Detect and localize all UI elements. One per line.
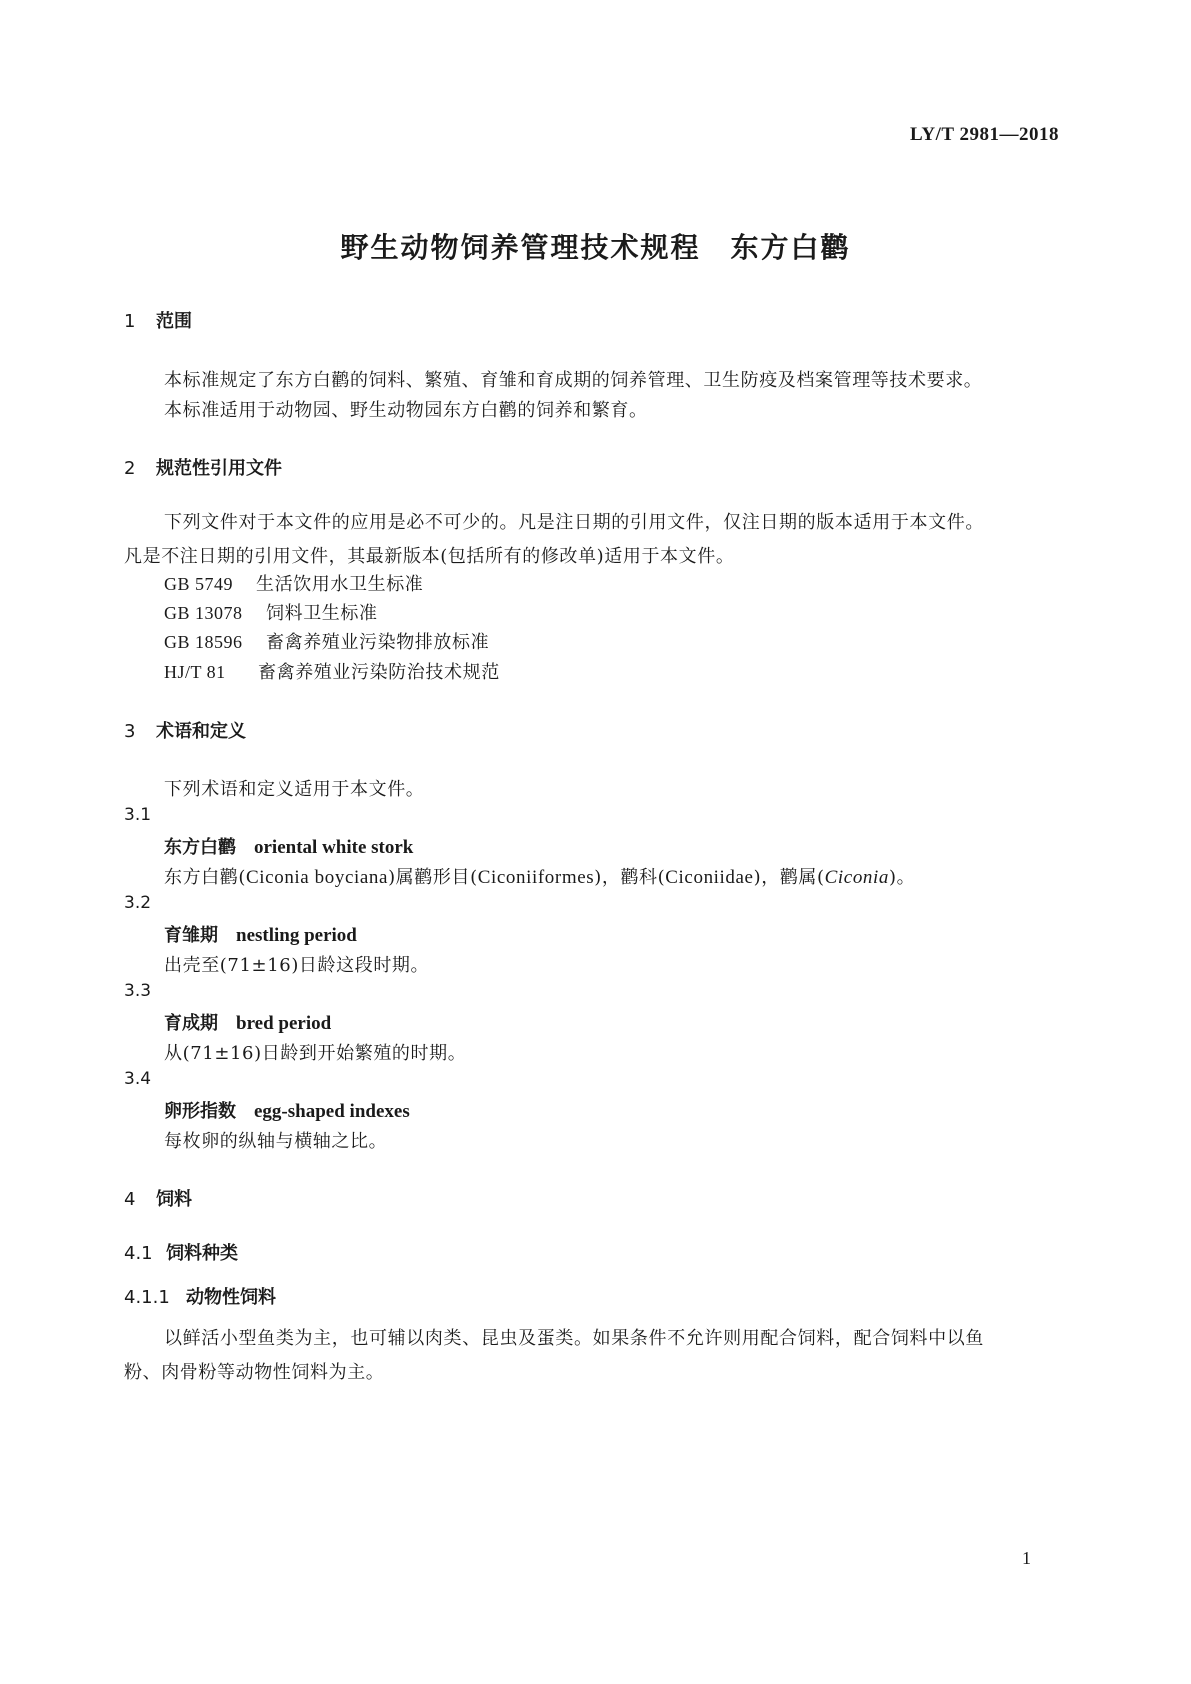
section-4-1-1-heading — [124, 1283, 276, 1309]
section-number: 4 — [124, 1189, 136, 1210]
term-entry — [164, 921, 357, 947]
latin-name: Ciconia boyciana — [246, 867, 389, 888]
section-2-heading — [124, 454, 282, 480]
term-definition — [164, 863, 915, 889]
definition-text: )。 — [889, 867, 916, 888]
reference-code: HJ/T 81 — [164, 662, 226, 682]
term-english: bred period — [236, 1013, 332, 1034]
latin-name: Ciconiidae — [665, 867, 754, 888]
term-entry — [164, 1097, 410, 1123]
term-chinese: 东方白鹳 — [164, 837, 236, 858]
scope-paragraph-1: 本标准规定了东方白鹳的饲料、繁殖、育雏和育成期的饲养管理、卫生防疫及档案管理等技术要求。 — [164, 370, 983, 391]
section-title: 术语和定义 — [156, 721, 246, 742]
definition-text: )，鹳科( — [594, 867, 666, 888]
term-english: oriental white stork — [254, 837, 414, 858]
reference-item — [164, 658, 500, 684]
section-title: 规范性引用文件 — [156, 458, 282, 479]
reference-title: 畜禽养殖业污染物排放标准 — [266, 632, 490, 653]
section-3-heading — [124, 717, 246, 743]
reference-code: GB 5749 — [164, 574, 234, 594]
section-title: 动物性饲料 — [186, 1287, 276, 1308]
section-1-heading — [124, 307, 192, 333]
term-entry — [164, 1009, 331, 1035]
section-number: 4.1.1 — [124, 1287, 170, 1308]
latin-genus: Ciconia — [824, 867, 890, 888]
normative-references-intro: 下列文件对于本文件的应用是必不可少的。凡是注日期的引用文件，仅注日期的版本适用于本文件。凡是不注日期的引用文件，其最新版本(包括所有的修改单)适用于本文件。 — [124, 512, 984, 567]
term-chinese: 卵形指数 — [164, 1101, 236, 1122]
animal-feed-paragraph: 以鲜活小型鱼类为主，也可辅以肉类、昆虫及蛋类。如果条件不允许则用配合饲料，配合饲料中以鱼粉、肉骨粉等动物性饲料为主。 — [124, 1328, 984, 1383]
reference-code: GB 18596 — [164, 632, 243, 652]
term-english: egg-shaped indexes — [254, 1101, 410, 1122]
section-title: 范围 — [156, 311, 192, 332]
reference-title: 畜禽养殖业污染防治技术规范 — [258, 662, 500, 683]
term-definition: 出壳至(71±16)日龄这段时期。 — [164, 955, 430, 976]
term-number: 3.3 — [124, 981, 152, 1001]
section-number: 2 — [124, 458, 136, 479]
section-title: 饲料 — [156, 1189, 192, 1210]
term-number: 3.4 — [124, 1069, 152, 1089]
reference-item — [164, 599, 378, 625]
term-entry — [164, 833, 413, 859]
reference-title: 饲料卫生标准 — [266, 603, 378, 624]
term-definition: 从(71±16)日龄到开始繁殖的时期。 — [164, 1043, 467, 1064]
term-number: 3.1 — [124, 805, 152, 825]
reference-item — [164, 628, 489, 654]
term-definition: 每枚卵的纵轴与横轴之比。 — [164, 1131, 388, 1152]
definition-text: )，鹳属( — [753, 867, 825, 888]
section-title: 饲料种类 — [166, 1243, 238, 1264]
definition-text: 东方白鹳( — [164, 867, 247, 888]
section-number: 1 — [124, 311, 136, 332]
term-english: nestling period — [236, 925, 357, 946]
term-number: 3.2 — [124, 893, 152, 913]
term-chinese: 育雏期 — [164, 925, 218, 946]
definition-text: )属鹳形目( — [388, 867, 478, 888]
section-number: 4.1 — [124, 1243, 153, 1264]
document-title: 野生动物饲养管理技术规程 东方白鹳 — [340, 231, 851, 264]
reference-code: GB 13078 — [164, 603, 243, 623]
reference-item — [164, 570, 423, 596]
document-code: LY/T 2981—2018 — [909, 124, 1059, 145]
reference-title: 生活饮用水卫生标准 — [256, 574, 424, 595]
terms-intro: 下列术语和定义适用于本文件。 — [164, 779, 425, 800]
latin-name: Ciconiiformes — [477, 867, 595, 888]
term-chinese: 育成期 — [164, 1013, 218, 1034]
section-number: 3 — [124, 721, 136, 742]
section-4-1-heading — [124, 1239, 238, 1265]
section-4-heading — [124, 1185, 192, 1211]
page-number: 1 — [1022, 1548, 1031, 1568]
scope-paragraph-2: 本标准适用于动物园、野生动物园东方白鹳的饲养和繁育。 — [164, 400, 648, 421]
